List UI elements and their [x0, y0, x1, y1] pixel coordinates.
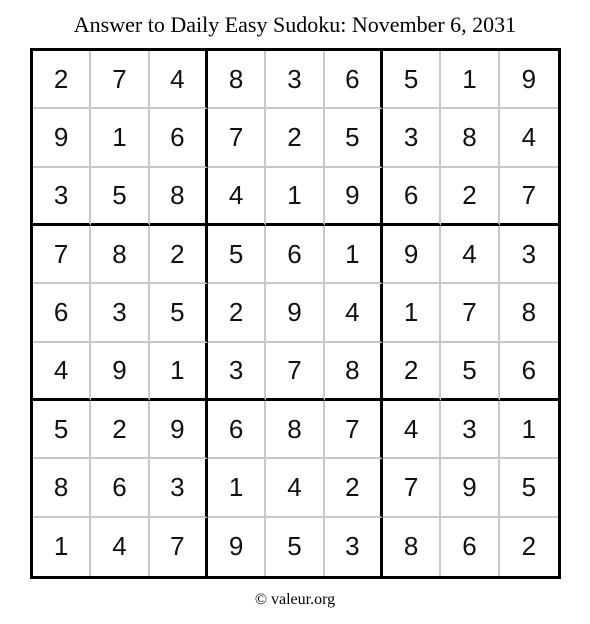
sudoku-cell-r7-c2: 2 — [91, 401, 149, 459]
sudoku-cell-r1-c6: 6 — [325, 51, 383, 109]
sudoku-cell-r6-c7: 2 — [383, 343, 441, 401]
sudoku-cell-r8-c1: 8 — [33, 459, 91, 517]
sudoku-cell-r4-c6: 1 — [325, 226, 383, 284]
sudoku-cell-r8-c9: 5 — [500, 459, 558, 517]
sudoku-cell-r4-c7: 9 — [383, 226, 441, 284]
sudoku-cell-r5-c2: 3 — [91, 284, 149, 342]
sudoku-cell-r3-c9: 7 — [500, 168, 558, 226]
copyright-footer: © valeur.org — [254, 591, 336, 608]
sudoku-cell-r6-c8: 5 — [441, 343, 499, 401]
sudoku-cell-r2-c3: 6 — [150, 109, 208, 167]
sudoku-cell-r9-c5: 5 — [266, 518, 324, 576]
sudoku-cell-r3-c6: 9 — [325, 168, 383, 226]
sudoku-cell-r8-c8: 9 — [441, 459, 499, 517]
sudoku-cell-r6-c3: 1 — [150, 343, 208, 401]
sudoku-cell-r5-c3: 5 — [150, 284, 208, 342]
sudoku-cell-r8-c2: 6 — [91, 459, 149, 517]
sudoku-cell-r9-c2: 4 — [91, 518, 149, 576]
sudoku-cell-r5-c4: 2 — [208, 284, 266, 342]
sudoku-cell-r2-c4: 7 — [208, 109, 266, 167]
sudoku-cell-r8-c6: 2 — [325, 459, 383, 517]
sudoku-cell-r3-c2: 5 — [91, 168, 149, 226]
sudoku-cell-r4-c8: 4 — [441, 226, 499, 284]
sudoku-cell-r3-c8: 2 — [441, 168, 499, 226]
sudoku-cell-r3-c4: 4 — [208, 168, 266, 226]
sudoku-cell-r1-c7: 5 — [383, 51, 441, 109]
sudoku-cell-r3-c1: 3 — [33, 168, 91, 226]
sudoku-cell-r2-c1: 9 — [33, 109, 91, 167]
sudoku-cell-r6-c9: 6 — [500, 343, 558, 401]
sudoku-cell-r4-c9: 3 — [500, 226, 558, 284]
sudoku-cell-r2-c5: 2 — [266, 109, 324, 167]
sudoku-cell-r4-c2: 8 — [91, 226, 149, 284]
sudoku-cell-r1-c3: 4 — [150, 51, 208, 109]
sudoku-cell-r2-c9: 4 — [500, 109, 558, 167]
sudoku-cell-r5-c7: 1 — [383, 284, 441, 342]
sudoku-cell-r8-c7: 7 — [383, 459, 441, 517]
sudoku-cell-r8-c4: 1 — [208, 459, 266, 517]
sudoku-cell-r6-c5: 7 — [266, 343, 324, 401]
sudoku-cell-r1-c8: 1 — [441, 51, 499, 109]
sudoku-cell-r3-c5: 1 — [266, 168, 324, 226]
sudoku-cell-r8-c5: 4 — [266, 459, 324, 517]
sudoku-cell-r3-c3: 8 — [150, 168, 208, 226]
sudoku-cell-r7-c3: 9 — [150, 401, 208, 459]
sudoku-cell-r3-c7: 6 — [383, 168, 441, 226]
sudoku-cell-r4-c4: 5 — [208, 226, 266, 284]
sudoku-cell-r9-c6: 3 — [325, 518, 383, 576]
sudoku-cell-r9-c1: 1 — [33, 518, 91, 576]
sudoku-cell-r8-c3: 3 — [150, 459, 208, 517]
sudoku-cell-r6-c2: 9 — [91, 343, 149, 401]
sudoku-cell-r4-c3: 2 — [150, 226, 208, 284]
sudoku-cell-r6-c6: 8 — [325, 343, 383, 401]
sudoku-cell-r7-c6: 7 — [325, 401, 383, 459]
sudoku-cell-r5-c5: 9 — [266, 284, 324, 342]
sudoku-cell-r1-c5: 3 — [266, 51, 324, 109]
sudoku-cell-r5-c1: 6 — [33, 284, 91, 342]
sudoku-cell-r7-c8: 3 — [441, 401, 499, 459]
sudoku-cell-r7-c7: 4 — [383, 401, 441, 459]
sudoku-cell-r1-c4: 8 — [208, 51, 266, 109]
sudoku-cell-r2-c2: 1 — [91, 109, 149, 167]
sudoku-cell-r7-c4: 6 — [208, 401, 266, 459]
sudoku-cell-r2-c7: 3 — [383, 109, 441, 167]
sudoku-cell-r4-c5: 6 — [266, 226, 324, 284]
sudoku-cell-r2-c6: 5 — [325, 109, 383, 167]
page-title: Answer to Daily Easy Sudoku: November 6, 2031 — [73, 12, 517, 37]
sudoku-cell-r6-c1: 4 — [33, 343, 91, 401]
sudoku-cell-r9-c4: 9 — [208, 518, 266, 576]
sudoku-cell-r5-c9: 8 — [500, 284, 558, 342]
sudoku-cell-r4-c1: 7 — [33, 226, 91, 284]
sudoku-cell-r2-c8: 8 — [441, 109, 499, 167]
sudoku-cell-r6-c4: 3 — [208, 343, 266, 401]
sudoku-cell-r7-c5: 8 — [266, 401, 324, 459]
sudoku-board — [30, 48, 561, 579]
sudoku-cell-r9-c9: 2 — [521, 531, 537, 562]
sudoku-cell-r1-c2: 7 — [91, 51, 149, 109]
sudoku-cell-r1-c1: 2 — [33, 51, 91, 109]
sudoku-cell-r9-c3: 7 — [150, 518, 208, 576]
sudoku-cell-r9-c7: 8 — [383, 518, 441, 576]
sudoku-cell-r5-c8: 7 — [441, 284, 499, 342]
sudoku-cell-r1-c9: 9 — [500, 51, 558, 109]
sudoku-cell-r7-c9: 1 — [500, 401, 558, 459]
sudoku-cell-r7-c1: 5 — [33, 401, 91, 459]
sudoku-cell-r9-c8: 6 — [441, 518, 499, 576]
sudoku-cell-r5-c6: 4 — [325, 284, 383, 342]
